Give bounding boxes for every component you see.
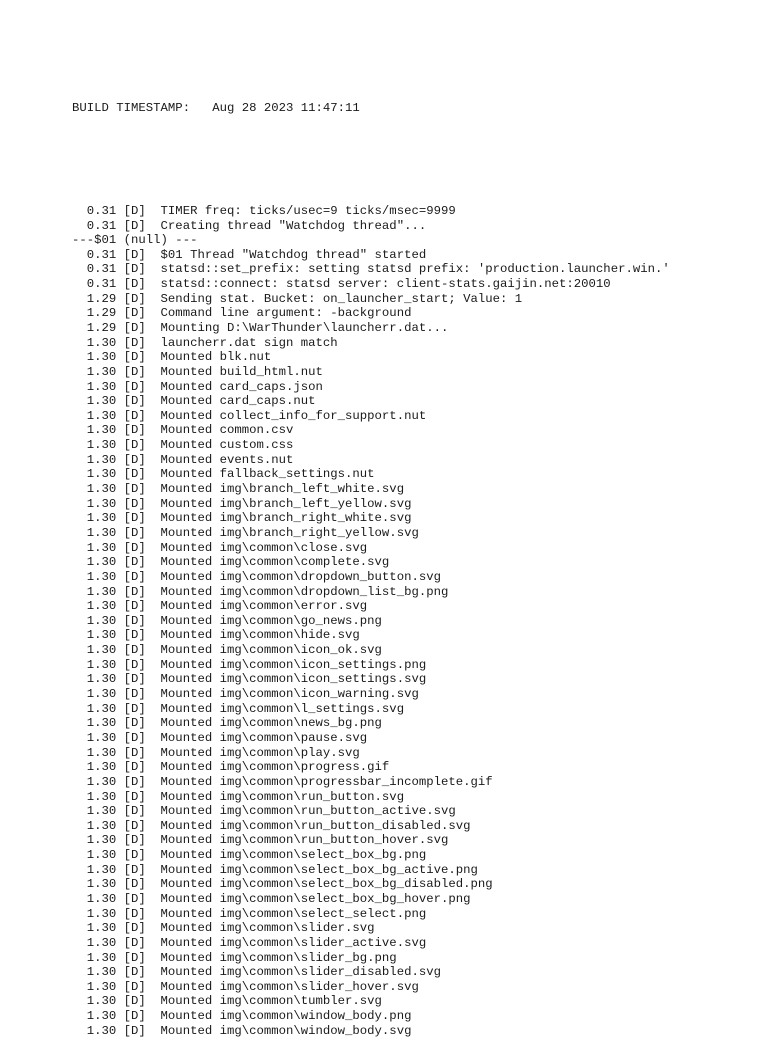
log-line: 1.30 [D] Mounted build_html.nut xyxy=(72,364,323,379)
log-line: 1.30 [D] launcherr.dat sign match xyxy=(72,335,338,350)
log-line: 1.30 [D] Mounted img\common\window_body.svg xyxy=(72,1023,412,1038)
log-line: 0.31 [D] $01 Thread "Watchdog thread" started xyxy=(72,247,427,262)
log-line: 1.30 [D] Mounted img\common\run_button_hover.svg xyxy=(72,833,449,848)
log-line: 1.29 [D] Sending stat. Bucket: on_launcher_start; Value: 1 xyxy=(72,291,523,306)
log-line: 1.30 [D] Mounted img\common\tumbler.svg xyxy=(72,994,382,1009)
log-line: 1.30 [D] Mounted img\common\complete.svg xyxy=(72,555,390,570)
log-line: 1.30 [D] Mounted img\common\dropdown_list_bg.png xyxy=(72,584,449,599)
log-document xyxy=(72,72,768,1053)
log-line: ---$01 (null) --- xyxy=(72,233,198,248)
log-line: 1.30 [D] Mounted img\branch_right_white.svg xyxy=(72,511,412,526)
log-line: 1.30 [D] Mounted img\common\close.svg xyxy=(72,540,368,555)
log-line: 0.31 [D] statsd::connect: statsd server: client-stats.gaijin.net:20010 xyxy=(72,277,611,292)
log-line: 1.30 [D] Mounted img\common\window_body.png xyxy=(72,1009,412,1024)
log-line: 1.30 [D] Mounted img\common\select_box_bg_hover.png xyxy=(72,891,471,906)
log-line: 1.30 [D] Mounted img\common\error.svg xyxy=(72,599,368,614)
log-line: 1.30 [D] Mounted img\common\icon_warning.svg xyxy=(72,687,419,702)
log-line: 1.30 [D] Mounted img\common\icon_settings.svg xyxy=(72,672,427,687)
log-line: 1.30 [D] Mounted img\common\run_button_disabled.svg xyxy=(72,818,471,833)
build-timestamp: BUILD TIMESTAMP: Aug 28 2023 11:47:11 xyxy=(72,101,360,116)
log-line: 1.30 [D] Mounted common.csv xyxy=(72,423,294,438)
log-line: 1.30 [D] Mounted img\branch_right_yellow.svg xyxy=(72,525,419,540)
blank-line xyxy=(72,145,768,174)
log-line: 1.30 [D] Mounted img\branch_left_yellow.svg xyxy=(72,496,412,511)
log-line: 1.30 [D] Mounted img\common\news_bg.png xyxy=(72,716,382,731)
log-line: 1.29 [D] Mounting D:\WarThunder\launcherr.dat... xyxy=(72,321,449,335)
log-line: 1.30 [D] Mounted img\common\select_box_bg.png xyxy=(72,848,427,863)
log-lines xyxy=(72,204,768,1039)
log-line: 1.30 [D] Mounted img\common\run_button_active.svg xyxy=(72,804,456,819)
log-line: 1.30 [D] Mounted img\common\progress.gif xyxy=(72,760,390,775)
log-line: 0.31 [D] Creating thread "Watchdog thread"... xyxy=(72,218,427,233)
log-line: 1.30 [D] Mounted custom.css xyxy=(72,438,294,453)
log-line: 1.30 [D] Mounted img\common\run_button.svg xyxy=(72,789,405,804)
log-line: 1.30 [D] Mounted collect_info_for_support.nut xyxy=(72,408,427,423)
log-line: 1.30 [D] Mounted img\common\slider_bg.png xyxy=(72,950,397,965)
log-line: 1.30 [D] Mounted img\common\dropdown_button.svg xyxy=(72,569,441,584)
log-line: 1.30 [D] Mounted fallback_settings.nut xyxy=(72,467,375,482)
log-line: 0.31 [D] TIMER freq: ticks/usec=9 ticks/msec=9999 xyxy=(72,203,456,218)
log-line: 1.30 [D] Mounted img\common\progressbar_incomplete.gif xyxy=(72,774,493,789)
log-line: 1.30 [D] Mounted card_caps.json xyxy=(72,379,323,394)
log-line: 1.30 [D] Mounted img\common\slider_hover.svg xyxy=(72,979,419,994)
log-line: 1.30 [D] Mounted img\common\select_box_bg_active.png xyxy=(72,862,478,877)
log-line: 1.30 [D] Mounted img\common\hide.svg xyxy=(72,628,360,643)
log-line: 1.30 [D] Mounted img\common\select_box_bg_disabled.png xyxy=(72,877,493,892)
log-line: 1.30 [D] Mounted img\common\l_settings.svg xyxy=(72,701,405,716)
log-line: 1.30 [D] Mounted blk.nut xyxy=(72,350,272,365)
log-line: 1.30 [D] Mounted events.nut xyxy=(72,452,294,467)
log-line: 1.30 [D] Mounted img\common\slider_active.svg xyxy=(72,935,427,950)
log-line: 1.30 [D] Mounted img\branch_left_white.svg xyxy=(72,482,405,497)
log-line: 1.30 [D] Mounted img\common\pause.svg xyxy=(72,730,368,745)
log-line: 1.29 [D] Command line argument: -background xyxy=(72,306,412,321)
log-line: 1.30 [D] Mounted img\common\play.svg xyxy=(72,745,360,760)
log-line: 1.30 [D] Mounted img\common\slider.svg xyxy=(72,921,375,936)
log-line: 1.30 [D] Mounted card_caps.nut xyxy=(72,394,316,409)
log-line: 1.30 [D] Mounted img\common\go_news.png xyxy=(72,613,382,628)
log-line: 1.30 [D] Mounted img\common\icon_settings.png xyxy=(72,657,427,672)
log-line: 1.30 [D] Mounted img\common\select_select.png xyxy=(72,906,427,921)
log-line: 1.30 [D] Mounted img\common\slider_disabled.svg xyxy=(72,965,441,980)
log-line: 1.30 [D] Mounted img\common\icon_ok.svg xyxy=(72,643,382,658)
log-line: 0.31 [D] statsd::set_prefix: setting statsd prefix: 'production.launcher.win.' xyxy=(72,262,670,277)
